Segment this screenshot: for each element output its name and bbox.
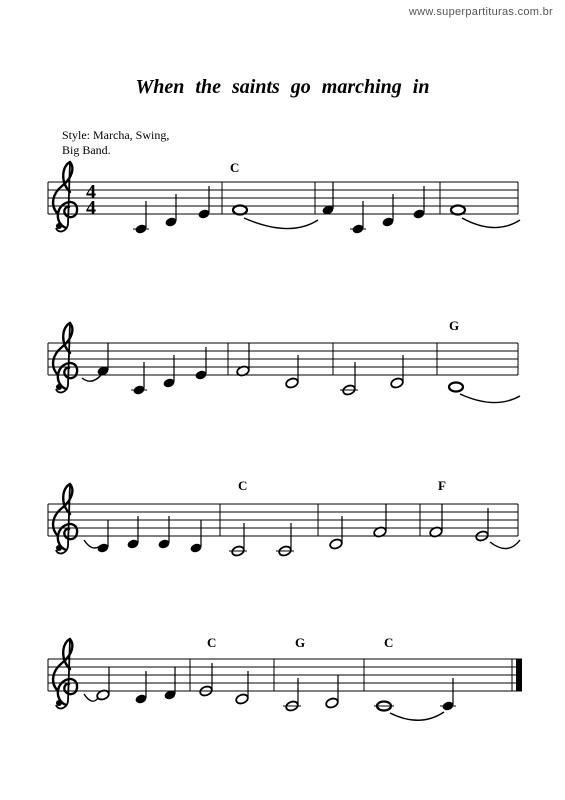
final-barline <box>516 659 522 691</box>
note <box>373 504 387 538</box>
chord-symbol: C <box>238 478 248 493</box>
treble-clef-icon <box>53 323 77 392</box>
staff-system-4 <box>48 639 522 720</box>
note <box>197 186 210 220</box>
note <box>475 508 489 542</box>
time-sig-bottom: 4 <box>86 197 96 219</box>
chord-symbol: G <box>449 318 460 333</box>
tie <box>490 540 520 549</box>
note <box>329 516 343 550</box>
note <box>96 343 109 377</box>
website-watermark: www.superpartituras.com.br <box>408 6 553 18</box>
note <box>96 667 110 701</box>
treble-clef-icon <box>53 162 77 231</box>
note <box>134 671 147 705</box>
note <box>199 663 213 697</box>
song-title: When the saints go marching in <box>135 76 430 98</box>
tie <box>390 712 444 720</box>
time-sig-top: 4 <box>86 181 96 203</box>
note <box>236 343 250 377</box>
note <box>285 355 299 389</box>
chord-symbol: F <box>438 478 446 493</box>
note <box>451 206 465 215</box>
tie <box>244 218 318 229</box>
style-line: Big Band. <box>62 143 111 157</box>
staff-system-1 <box>48 162 520 235</box>
treble-clef-icon <box>53 484 77 553</box>
note <box>449 383 463 392</box>
note <box>163 667 176 701</box>
note <box>412 186 425 220</box>
tie <box>84 694 98 701</box>
style-line: Style: Marcha, Swing, <box>62 128 170 142</box>
note <box>96 520 109 554</box>
note <box>381 194 394 228</box>
tie <box>462 218 520 228</box>
note <box>189 520 202 554</box>
tie <box>84 540 100 548</box>
note <box>233 206 247 215</box>
chord-symbol: G <box>295 635 306 650</box>
treble-clef-icon <box>53 639 77 708</box>
staff-system-3 <box>48 484 520 557</box>
note <box>157 516 170 550</box>
chord-symbol: C <box>207 635 217 650</box>
note <box>390 355 404 389</box>
note <box>162 355 175 389</box>
chord-symbol: C <box>230 160 240 175</box>
note <box>164 194 177 228</box>
staff-system-2 <box>48 323 520 403</box>
note <box>235 671 249 705</box>
tie <box>460 394 520 403</box>
note <box>321 182 334 216</box>
note <box>325 675 339 709</box>
note <box>126 516 139 550</box>
note <box>429 504 443 538</box>
note <box>194 347 207 381</box>
chord-symbol: C <box>384 635 394 650</box>
note <box>374 702 394 711</box>
